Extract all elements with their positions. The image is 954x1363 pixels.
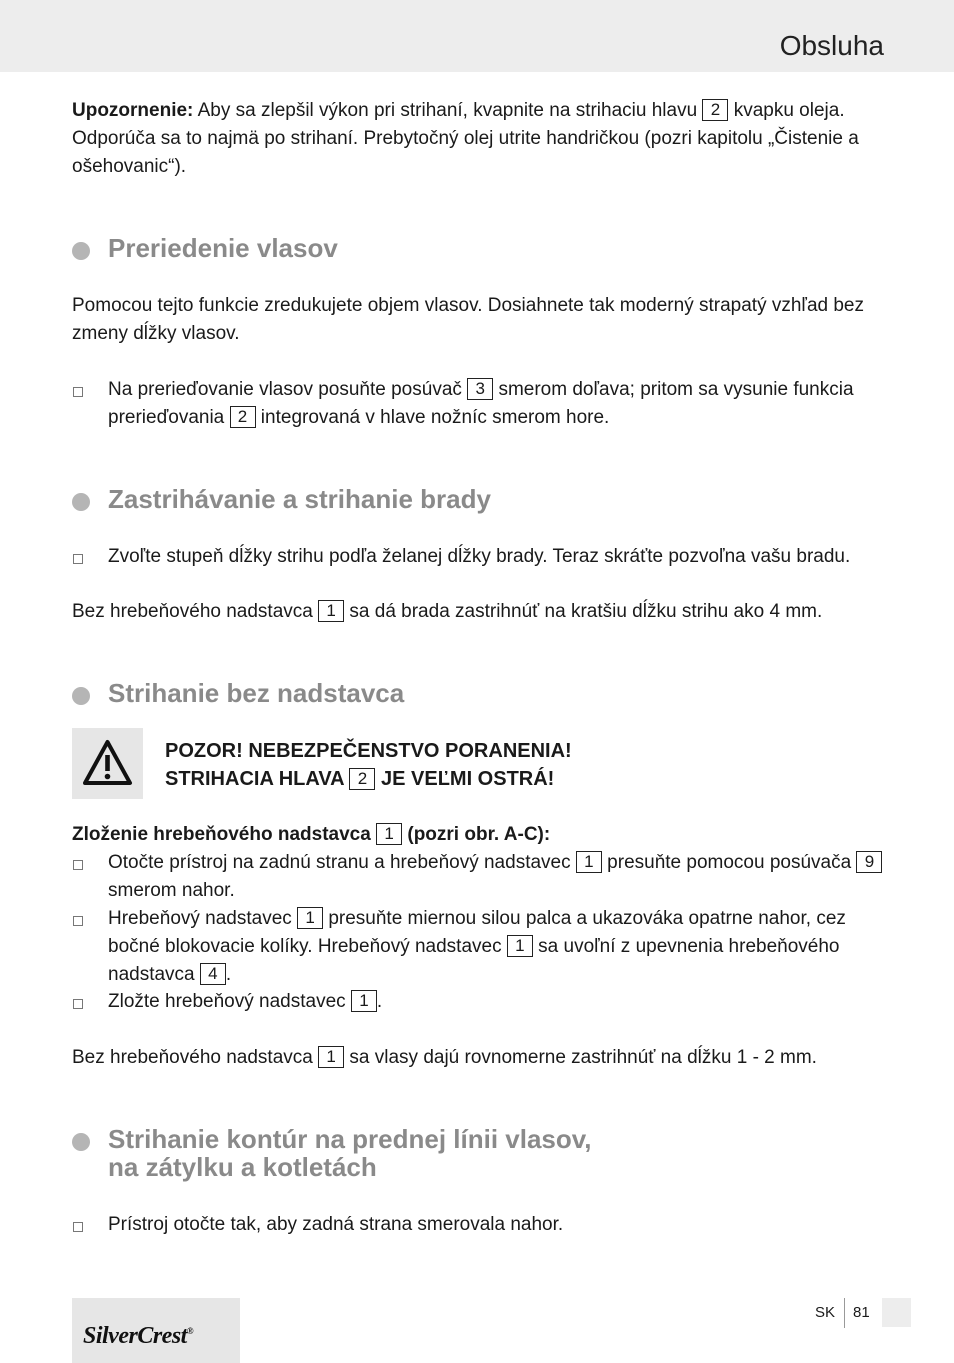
heading-text: Strihanie bez nadstavca bbox=[108, 678, 405, 708]
heading-bullet-icon bbox=[72, 1133, 90, 1151]
para-text: sa dá brada zastrihnúť na kratšiu dĺžku strihu ako 4 mm. bbox=[344, 601, 823, 622]
warning-message bbox=[165, 737, 865, 793]
item-text: Na prerieďovanie vlasov posuňte posúvač bbox=[108, 379, 468, 400]
part-ref: 1 bbox=[318, 600, 344, 622]
item-text: presuňte pomocou posúvača bbox=[601, 852, 857, 873]
registered-mark: ® bbox=[186, 1326, 194, 1336]
checkbox-bullet-icon bbox=[73, 860, 83, 870]
part-ref: 1 bbox=[351, 990, 377, 1012]
language-code: SK bbox=[815, 1304, 836, 1321]
brand-logo bbox=[72, 1298, 240, 1363]
attachment-subheading bbox=[72, 821, 884, 849]
part-ref: 3 bbox=[467, 378, 493, 400]
item-text: presuňte miernou silou palca a ukazováka opatrne nahor, cez bočné blokovacie kolíky. Hrebeňový nadstavec bbox=[108, 908, 846, 957]
heading-bullet-icon bbox=[72, 242, 90, 260]
item-text: smerom nahor. bbox=[108, 880, 235, 901]
checkbox-bullet-icon bbox=[73, 387, 83, 397]
part-ref: 2 bbox=[702, 99, 728, 121]
warning-line-2b: JE VEĽMI OSTRÁ! bbox=[375, 768, 555, 790]
para-text: Bez hrebeňového nadstavca bbox=[72, 601, 319, 622]
logo-text: SilverCrest bbox=[83, 1323, 187, 1349]
heading-bullet-icon bbox=[72, 687, 90, 705]
beard-paragraph bbox=[72, 598, 884, 626]
heading-line-2: na zátylku a kotletách bbox=[108, 1152, 377, 1182]
part-ref: 2 bbox=[349, 768, 375, 790]
page-title: Obsluha bbox=[779, 30, 884, 61]
part-ref: 1 bbox=[297, 907, 323, 929]
heading-bullet-icon bbox=[72, 493, 90, 511]
list-item bbox=[72, 543, 884, 571]
item-text: Zvoľte stupeň dĺžky strihu podľa želanej dĺžky brady. Teraz skráťte pozvoľna vašu bradu. bbox=[108, 546, 851, 567]
checkbox-bullet-icon bbox=[73, 1222, 83, 1232]
page-tab-marker bbox=[882, 1298, 911, 1327]
list-item bbox=[72, 905, 884, 989]
para-text: Bez hrebeňového nadstavca bbox=[72, 1047, 319, 1068]
no-attachment-paragraph bbox=[72, 1044, 884, 1072]
warning-line-2a: STRIHACIA HLAVA bbox=[165, 768, 350, 790]
section-heading-thinning bbox=[72, 234, 892, 262]
section-heading-beard bbox=[72, 485, 892, 513]
list-item bbox=[72, 1211, 884, 1239]
note-text-2: kvapku oleja. Odporúča sa to najmä po strihaní. Prebytočný olej utrite handričkou (pozri kapitolu „Čistenie a ošehovanic“). bbox=[72, 100, 859, 177]
heading-text: Zastrihávanie a strihanie brady bbox=[108, 484, 491, 514]
item-text: Otočte prístroj na zadnú stranu a hrebeňový nadstavec bbox=[108, 852, 576, 873]
list-item bbox=[72, 988, 884, 1016]
list-item bbox=[72, 849, 884, 905]
checkbox-bullet-icon bbox=[73, 999, 83, 1009]
item-text: smerom doľava; pritom sa vysunie funkcia prerieďovania bbox=[108, 379, 854, 428]
subheading-text: (pozri obr. A-C): bbox=[402, 824, 551, 845]
heading-line-1: Strihanie kontúr na prednej línii vlasov, bbox=[108, 1124, 592, 1154]
section-heading-contours bbox=[72, 1125, 892, 1181]
part-ref: 4 bbox=[200, 963, 226, 985]
part-ref: 2 bbox=[230, 406, 256, 428]
part-ref: 1 bbox=[376, 823, 402, 845]
warning-triangle-icon bbox=[72, 728, 143, 799]
item-text: Prístroj otočte tak, aby zadná strana smerovala nahor. bbox=[108, 1214, 564, 1235]
item-text: sa uvoľní z upevnenia hrebeňového nadstavca bbox=[108, 936, 840, 985]
warning-line-1: POZOR! NEBEZPEČENSTVO PORANENIA! bbox=[165, 740, 572, 762]
part-ref: 1 bbox=[576, 851, 602, 873]
item-text: . bbox=[225, 964, 232, 985]
part-ref: 1 bbox=[318, 1046, 344, 1068]
item-text: integrovaná v hlave nožníc smerom hore. bbox=[255, 407, 610, 428]
page-number: 81 bbox=[853, 1304, 870, 1321]
checkbox-bullet-icon bbox=[73, 916, 83, 926]
list-item bbox=[72, 376, 884, 432]
footer-divider bbox=[844, 1298, 845, 1328]
item-text: Zložte hrebeňový nadstavec bbox=[108, 991, 351, 1012]
note-text-1: Aby sa zlepšil výkon pri strihaní, kvapnite na strihaciu hlavu bbox=[193, 100, 703, 121]
para-text: sa vlasy dajú rovnomerne zastrihnúť na dĺžku 1 - 2 mm. bbox=[344, 1047, 817, 1068]
part-ref: 1 bbox=[507, 935, 533, 957]
note-label: Upozornenie: bbox=[72, 100, 194, 121]
note-paragraph bbox=[72, 97, 884, 181]
subheading-text: Zloženie hrebeňového nadstavca bbox=[72, 824, 377, 845]
thinning-paragraph: Pomocou tejto funkcie zredukujete objem vlasov. Dosiahnete tak moderný strapatý vzhľad bez zmeny dĺžky vlasov. bbox=[72, 295, 864, 344]
part-ref: 9 bbox=[856, 851, 882, 873]
section-heading-no-attachment bbox=[72, 679, 892, 707]
item-text: Hrebeňový nadstavec bbox=[108, 908, 298, 929]
item-text: . bbox=[376, 991, 383, 1012]
checkbox-bullet-icon bbox=[73, 554, 83, 564]
heading-text: Preriedenie vlasov bbox=[108, 233, 338, 263]
